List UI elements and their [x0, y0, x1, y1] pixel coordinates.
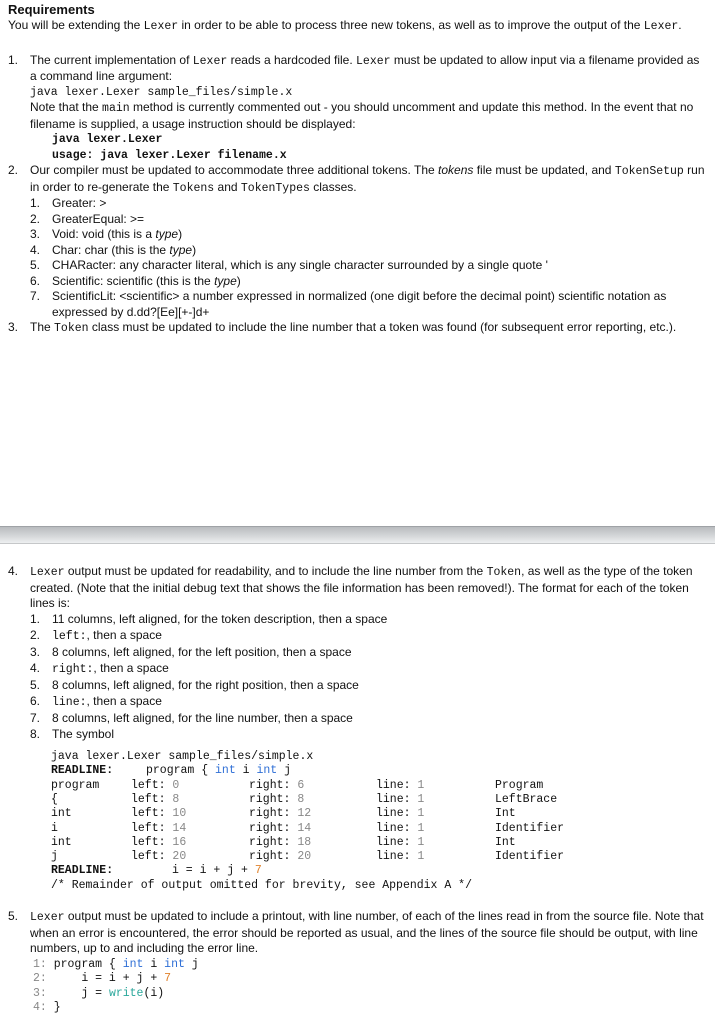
- listing-line: 1: program { int i int j: [33, 958, 199, 971]
- list-item: 7. 8 columns, left aligned, for the line number, then a space: [30, 710, 353, 725]
- listing-line: 2: i = i + j + 7: [33, 972, 172, 986]
- requirements-section: [8, 2, 705, 337]
- list-item: 4. Char: char (this is the type): [30, 242, 197, 257]
- output-cell-line: line: 1: [376, 835, 425, 849]
- intro-paragraph: You will be extending the Lexer in order to be able to process three new tokens, as well as to improve the output of the Lexer.: [8, 18, 682, 33]
- list-item: 1. Greater: >: [30, 196, 107, 210]
- output-cell-sym: Int: [495, 835, 516, 849]
- list-item: 5. 8 columns, left aligned, for the right position, then a space: [30, 677, 359, 692]
- usage-line-2: usage: java lexer.Lexer filename.x: [52, 148, 287, 162]
- output-cell-right: right: 6: [249, 779, 305, 792]
- output-cell-sym: Int: [495, 807, 516, 821]
- output-cell-tok: j: [51, 850, 58, 863]
- cmd-example: java lexer.Lexer sample_files/simple.x: [30, 85, 293, 99]
- output-cell-left: left: 14: [131, 821, 187, 835]
- section-title: Requirements: [8, 2, 95, 17]
- output-cmd: java lexer.Lexer sample_files/simple.x: [51, 750, 314, 763]
- output-cell-sym: LeftBrace: [495, 793, 558, 807]
- output-cell-right: right: 20: [249, 850, 312, 863]
- output-cell-line: line: 1: [376, 850, 425, 863]
- output-cell-line: line: 1: [376, 821, 425, 835]
- output-cell-tok: int: [51, 835, 72, 849]
- output-cell-sym: Identifier: [495, 850, 565, 863]
- output-cell-tok: {: [51, 793, 58, 807]
- output-cell-right: right: 18: [249, 835, 312, 849]
- list-item: 4. right:, then a space: [30, 661, 169, 676]
- output-cell-sym: Identifier: [495, 821, 565, 835]
- readline-2-code: i = i + j + 7: [172, 864, 262, 877]
- output-cell-right: right: 12: [249, 807, 312, 821]
- item-3: 3. The Token class must be updated to include the line number that a token was found (for subsequent error reporting, etc.).: [8, 320, 677, 335]
- item-4-section: [8, 564, 705, 744]
- listing-line: 3: j = write(i): [33, 986, 165, 1000]
- output-cell-tok: int: [51, 807, 72, 821]
- format-list: [30, 612, 705, 744]
- output-comment: /* Remainder of output omitted for brevity, see Appendix A */: [51, 879, 472, 892]
- output-cell-left: left: 16: [131, 835, 187, 849]
- list-item: 5. CHARacter: any character literal, which is any single character surrounded by a single quote ': [30, 258, 548, 272]
- list-item: 2. left:, then a space: [30, 628, 162, 643]
- output-cell-left: left: 8: [131, 793, 180, 807]
- output-cell-sym: Program: [495, 779, 544, 792]
- output-cell-right: right: 8: [249, 793, 305, 807]
- output-cell-right: right: 14: [249, 821, 312, 835]
- output-cell-line: line: 1: [376, 807, 425, 821]
- output-cell-tok: i: [51, 821, 58, 835]
- output-cell-line: line: 1: [376, 779, 425, 792]
- readline-1: READLINE:: [51, 764, 114, 777]
- listing-line: 4: }: [33, 1000, 61, 1014]
- list-item: 3. Void: void (this is a type): [30, 227, 183, 241]
- list-item: 6. Scientific: scientific (this is the type): [30, 273, 241, 288]
- output-cell-left: left: 10: [131, 807, 187, 821]
- output-cell-left: left: 20: [131, 850, 187, 863]
- output-cell-tok: program: [51, 779, 100, 792]
- list-item: 3. 8 columns, left aligned, for the left position, then a space: [30, 644, 352, 659]
- page-divider: [0, 526, 715, 544]
- list-item: 1. 11 columns, left aligned, for the token description, then a space: [30, 611, 388, 626]
- item-4: 4. Lexer output must be updated for readability, and to include the line number from the Token, as well as the type of the token created. (Note that the initial debug text that shows the file information has been removed!). The format for each of the token lines is: 1. 11 columns, left aligned, for the token description, then a space 2. left:, then a space 3. 8 columns, left aligned, for the left position, then a space 4. right:, then a space 5. 8 columns, left aligned, for the right position, then a space 6. line:, then a space 7. 8 columns, left aligned, for the line number, then a space 8. The symbol: [8, 564, 705, 744]
- usage-line-1: java lexer.Lexer: [52, 133, 163, 146]
- item-5: 5. Lexer output must be updated to include a printout, with line number, of each of the lines read in from the source file. Note that when an error is encountered, the error should be reported as usual, and the lines of the source file should be output, with line numbers, up to and including the error line.: [8, 909, 704, 955]
- item-1: 1. The current implementation of Lexer reads a hardcoded file. Lexer must be updated to allow input via a filename provided as a command line argument: java lexer.Lexer sample_files/simple.x Note that the main method is currently commented out - you should uncomment and update this method. In the event that no filename is supplied, a usage instruction should be displayed: java lexer.Lexer usage: java lexer.Lexer filename.x: [8, 53, 705, 164]
- list-item: 2. GreaterEqual: >=: [30, 211, 145, 226]
- list-item: 6. line:, then a space: [30, 694, 162, 709]
- output-cell-left: left: 0: [131, 779, 180, 792]
- output-cell-line: line: 1: [376, 793, 425, 807]
- item-2: 2. Our compiler must be updated to accommodate three additional tokens. The tokens file must be updated, and TokenSetup run in order to re-generate the Tokens and TokenTypes classes. 1. Greater: > 2. GreaterEqual: >= 3. Void: void (this is a type) 4. Char: char (this is the type) 5. CHARacter: any character literal, which is any single character surrounded by a single quote ' 6. Scientific: scientific (this is the type) 7. ScientificLit: <scientific> a number expressed in normalized (one digit before the decimal point) scientific notation as expressed by d.dd?[Ee][+-]d+: [8, 163, 705, 319]
- readline-1-code: program { int i int j: [146, 764, 291, 777]
- list-item: 8. The symbol: [30, 727, 115, 741]
- readline-2: READLINE:: [51, 864, 114, 877]
- item-5-section: [8, 909, 705, 957]
- list-item: 7. ScientificLit: <scientific> a number expressed in normalized (one digit before the decimal point) scientific notation as expressed by d.dd?[Ee][+-]d+: [30, 289, 667, 319]
- token-list: [30, 196, 705, 320]
